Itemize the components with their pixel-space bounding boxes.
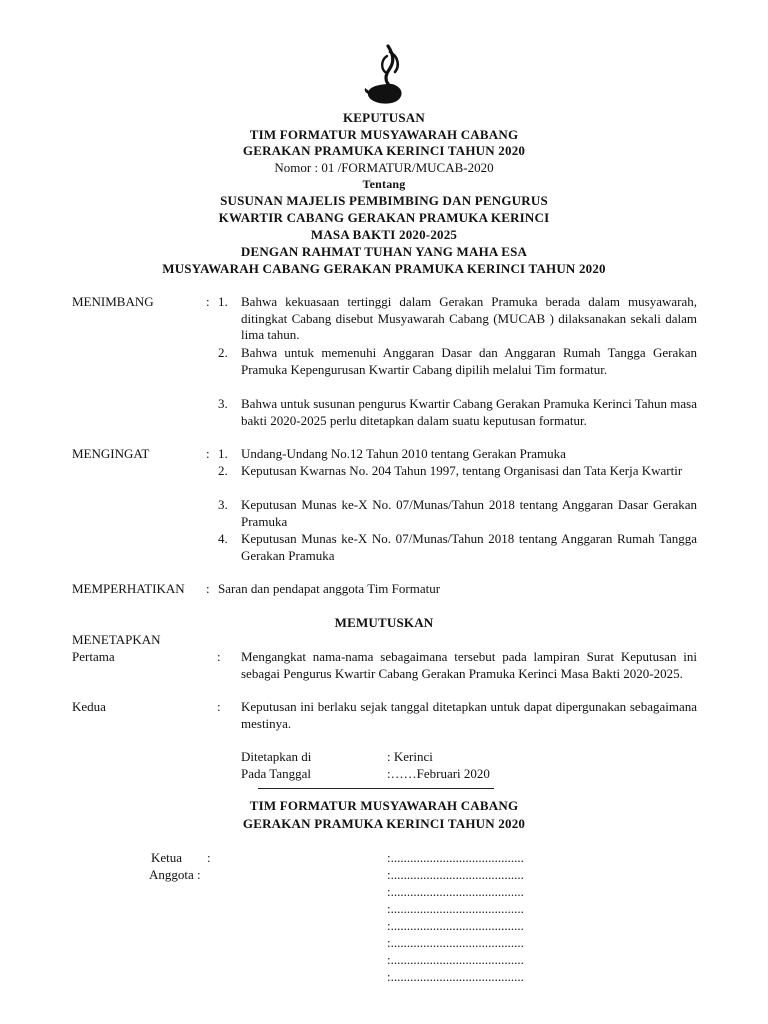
menimbang-num-1: 1.	[218, 294, 228, 309]
signature-line: :.........................................	[387, 884, 524, 899]
signature-line: :.........................................	[387, 867, 524, 882]
pada-tanggal-label: Pada Tanggal	[241, 766, 311, 781]
ketua-colon: :	[207, 850, 211, 865]
mengingat-item-2: Keputusan Kwarnas No. 204 Tahun 1997, tentang Organisasi dan Tata Kerja Kwartir	[241, 463, 683, 478]
menimbang-item-1: Bahwa kekuasaan tertinggi dalam Gerakan Pramuka berada dalam musyawarah, ditingkat Cabang disebut Musyawarah Cabang (MUCAB ) dilaksanakan sekali dalam lima tahun.	[241, 294, 697, 342]
signature-line: :.........................................	[387, 901, 524, 916]
mengingat-item-3: Keputusan Munas ke-X No. 07/Munas/Tahun 2018 tentang Anggaran Dasar Gerakan Pramuka	[241, 497, 697, 529]
mengingat-item-1: Undang-Undang No.12 Tahun 2010 tentang Gerakan Pramuka	[241, 446, 566, 461]
anggota-label: Anggota :	[149, 867, 201, 882]
signature-line: :.........................................	[387, 969, 524, 984]
subject-line-3: MASA BAKTI 2020-2025	[310, 227, 458, 242]
mengingat-num-2: 2.	[218, 463, 228, 478]
footer-line-1: TIM FORMATUR MUSYAWARAH CABANG	[249, 798, 519, 813]
header-line-2: GERAKAN PRAMUKA KERINCI TAHUN 2020	[242, 143, 526, 158]
menimbang-colon: :	[206, 294, 210, 309]
kedua-colon: :	[217, 699, 221, 714]
menimbang-num-3: 3.	[218, 396, 228, 411]
mengingat-num-1: 1.	[218, 446, 228, 461]
pada-tanggal-value: :……Februari 2020	[387, 766, 490, 781]
ditetapkan-di-value: : Kerinci	[387, 749, 433, 764]
memutuskan-title: MEMUTUSKAN	[334, 615, 434, 630]
signature-line: :.........................................	[387, 850, 524, 865]
doc-title: KEPUTUSAN	[343, 110, 425, 125]
mengingat-item-4: Keputusan Munas ke-X No. 07/Munas/Tahun 2018 tentang Anggaran Rumah Tangga Gerakan Pramuka	[241, 531, 697, 563]
ketua-label: Ketua	[151, 850, 183, 865]
ditetapkan-di-label: Ditetapkan di	[241, 749, 312, 764]
subject-line-1: SUSUNAN MAJELIS PEMBIMBING DAN PENGURUS	[220, 193, 548, 208]
signature-line: :.........................................	[387, 935, 524, 950]
menimbang-item-3: Bahwa untuk susunan pengurus Kwartir Cabang Gerakan Pramuka Kerinci Tahun masa bakti 2020-2025 perlu ditetapkan dalam suatu keputusan formatur.	[241, 396, 697, 428]
pertama-label: Pertama	[72, 649, 115, 664]
signature-line: :.........................................	[387, 918, 524, 933]
kedua-text: Keputusan ini berlaku sejak tanggal ditetapkan untuk dapat dipergunakan sebagaimana mestinya.	[241, 699, 697, 731]
tentang-label: Tentang	[362, 177, 406, 191]
kedua-label: Kedua	[72, 699, 106, 714]
subject-line-5: MUSYAWARAH CABANG GERAKAN PRAMUKA KERINCI TAHUN 2020	[162, 261, 606, 276]
memperhatikan-text: Saran dan pendapat anggota Tim Formatur	[218, 581, 441, 596]
footer-line-2: GERAKAN PRAMUKA KERINCI TAHUN 2020	[242, 816, 526, 831]
memperhatikan-label: MEMPERHATIKAN	[72, 581, 185, 596]
menimbang-item-2: Bahwa untuk memenuhi Anggaran Dasar dan Anggaran Rumah Tangga Gerakan Pramuka Kepengurusan Kwartir Cabang dipilih melalui Tim formatur.	[241, 345, 697, 377]
pertama-text: Mengangkat nama-nama sebagaimana tersebut pada lampiran Surat Keputusan ini sebagai Pengurus Kwartir Cabang Gerakan Pramuka Kerinci Masa Bakti 2020-2025.	[241, 649, 697, 681]
subject-line-2: KWARTIR CABANG GERAKAN PRAMUKA KERINCI	[218, 210, 550, 225]
pertama-colon: :	[217, 649, 221, 664]
mengingat-num-3: 3.	[218, 497, 228, 512]
pramuka-logo-icon	[362, 44, 406, 106]
menimbang-label: MENIMBANG	[72, 294, 154, 309]
signature-divider	[258, 788, 494, 789]
menimbang-num-2: 2.	[218, 345, 228, 360]
mengingat-colon: :	[206, 446, 210, 461]
signature-line: :.........................................	[387, 952, 524, 967]
menetapkan-label: MENETAPKAN	[72, 632, 161, 647]
mengingat-num-4: 4.	[218, 531, 228, 546]
memperhatikan-colon: :	[206, 581, 210, 596]
mengingat-label: MENGINGAT	[72, 446, 150, 461]
subject-line-4: DENGAN RAHMAT TUHAN YANG MAHA ESA	[240, 244, 528, 259]
decree-number: Nomor : 01 /FORMATUR/MUCAB-2020	[274, 160, 494, 175]
header-line-1: TIM FORMATUR MUSYAWARAH CABANG	[249, 127, 519, 142]
